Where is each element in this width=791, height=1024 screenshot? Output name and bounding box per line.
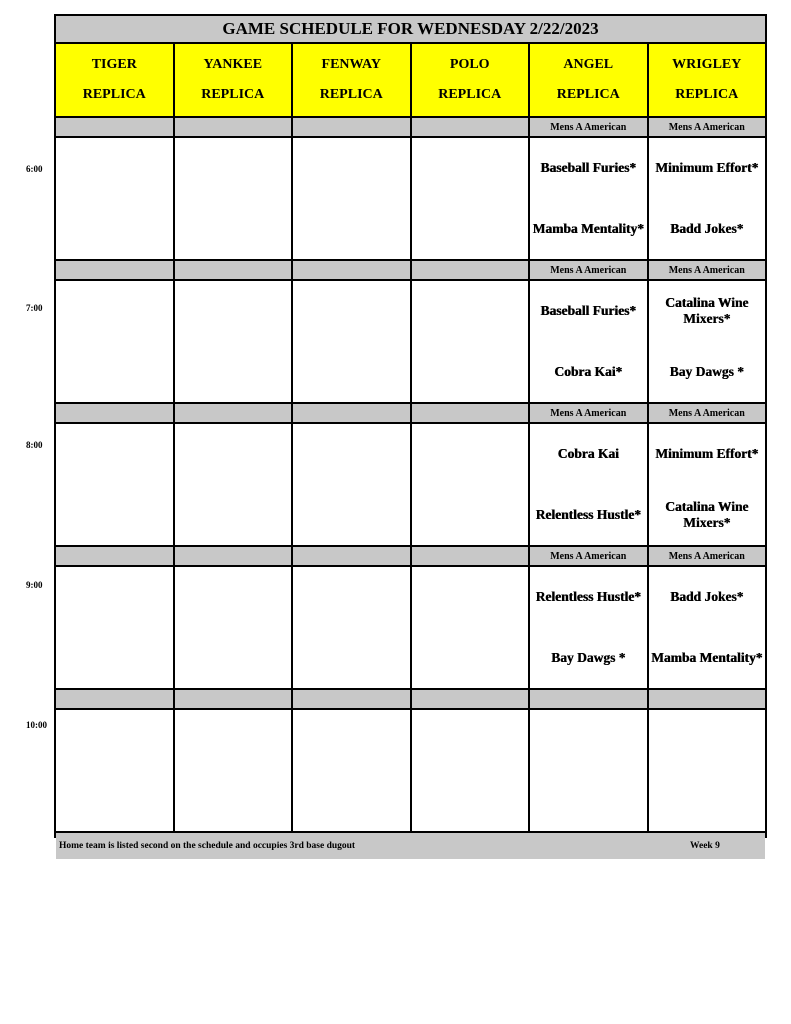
division-label	[293, 261, 410, 279]
away-team	[56, 424, 173, 485]
away-team	[175, 138, 292, 199]
schedule-table	[54, 14, 767, 851]
away-team	[56, 138, 173, 199]
division-label: Mens A American	[649, 261, 766, 279]
away-team	[175, 281, 292, 342]
away-team: Badd Jokes*	[670, 589, 744, 605]
home-team	[56, 199, 173, 260]
game-cell	[530, 424, 647, 545]
division-label	[412, 118, 529, 136]
division-label	[175, 118, 292, 136]
game-cell	[530, 281, 647, 402]
home-team: Cobra Kai*	[554, 363, 623, 379]
home-team	[56, 342, 173, 403]
field-name: FENWAY	[321, 57, 381, 73]
division-label: Mens A American	[649, 547, 766, 565]
game-cell	[56, 281, 173, 402]
game-cell	[412, 138, 529, 259]
time-label: 10:00	[26, 720, 47, 730]
field-subtitle: REPLICA	[82, 86, 146, 102]
field-subtitle: REPLICA	[201, 86, 265, 102]
field-header	[293, 44, 410, 116]
game-cell	[293, 281, 410, 402]
away-team	[175, 567, 292, 628]
game-cell	[56, 424, 173, 545]
time-label: 6:00	[26, 164, 43, 174]
division-label	[412, 261, 529, 279]
field-header	[412, 44, 529, 116]
division-label	[56, 404, 173, 422]
field-subtitle: REPLICA	[319, 86, 383, 102]
away-team: Baseball Furies*	[540, 303, 637, 319]
division-label	[412, 547, 529, 565]
game-cell	[649, 424, 766, 545]
away-team: Minimum Effort*	[655, 446, 759, 462]
home-team	[293, 628, 410, 689]
field-name: POLO	[449, 57, 490, 73]
game-cell	[649, 281, 766, 402]
game-cell	[412, 424, 529, 545]
home-team	[649, 771, 766, 832]
division-label: Mens A American	[530, 261, 647, 279]
away-team	[412, 710, 529, 771]
away-team	[293, 710, 410, 771]
division-label: Mens A American	[530, 547, 647, 565]
game-cell	[56, 710, 173, 831]
footer-note: Home team is listed second on the schedule and occupies 3rd base dugout	[59, 841, 356, 851]
game-cell	[649, 710, 766, 831]
away-team	[175, 424, 292, 485]
division-label	[412, 690, 529, 708]
game-cell	[175, 567, 292, 688]
field-subtitle: REPLICA	[438, 86, 502, 102]
home-team	[175, 342, 292, 403]
field-subtitle: REPLICA	[675, 86, 739, 102]
division-label	[293, 690, 410, 708]
away-team	[175, 710, 292, 771]
away-team: Minimum Effort*	[655, 160, 759, 176]
time-label: 7:00	[26, 303, 43, 313]
home-team: Bay Dawgs *	[669, 363, 744, 379]
game-cell	[649, 138, 766, 259]
away-team	[412, 281, 529, 342]
time-label: 8:00	[26, 440, 43, 450]
division-label	[412, 404, 529, 422]
time-label: 9:00	[26, 580, 43, 590]
home-team	[293, 199, 410, 260]
home-team	[56, 485, 173, 546]
division-label	[175, 404, 292, 422]
away-team	[530, 710, 647, 771]
home-team	[412, 199, 529, 260]
game-cell	[412, 710, 529, 831]
field-name: WRIGLEY	[672, 57, 742, 73]
division-label	[293, 118, 410, 136]
division-label	[293, 404, 410, 422]
week-label: Week 9	[690, 841, 720, 851]
game-cell	[293, 424, 410, 545]
away-team	[649, 710, 766, 771]
field-name: ANGEL	[563, 57, 614, 73]
division-label	[56, 690, 173, 708]
division-label	[56, 547, 173, 565]
field-header	[56, 44, 173, 116]
footer-bar	[56, 833, 765, 859]
game-cell	[56, 567, 173, 688]
away-team	[293, 567, 410, 628]
field-subtitle: REPLICA	[556, 86, 620, 102]
away-team	[293, 138, 410, 199]
game-cell	[293, 138, 410, 259]
game-cell	[530, 138, 647, 259]
division-label	[175, 261, 292, 279]
field-header	[175, 44, 292, 116]
away-team	[412, 138, 529, 199]
division-label: Mens A American	[530, 404, 647, 422]
away-team	[56, 567, 173, 628]
away-team	[412, 424, 529, 485]
field-name: TIGER	[91, 57, 137, 73]
home-team	[56, 771, 173, 832]
away-team: Relentless Hustle*	[535, 589, 641, 605]
division-label	[56, 261, 173, 279]
division-label	[175, 690, 292, 708]
game-cell	[293, 710, 410, 831]
game-cell	[412, 281, 529, 402]
game-cell	[175, 138, 292, 259]
home-team	[56, 628, 173, 689]
schedule-title: GAME SCHEDULE FOR WEDNESDAY 2/22/2023	[56, 16, 765, 42]
home-team	[293, 771, 410, 832]
home-team	[412, 771, 529, 832]
field-header	[649, 44, 766, 116]
home-team: Badd Jokes*	[670, 220, 744, 236]
home-team	[412, 628, 529, 689]
field-header	[530, 44, 647, 116]
home-team	[175, 771, 292, 832]
game-cell	[293, 567, 410, 688]
division-label	[530, 690, 647, 708]
home-team: Catalina Wine Mixers*	[665, 498, 749, 530]
division-label	[56, 118, 173, 136]
away-team: Baseball Furies*	[540, 160, 637, 176]
away-team: Catalina Wine Mixers*	[665, 295, 749, 327]
away-team	[293, 281, 410, 342]
game-cell	[530, 710, 647, 831]
home-team	[293, 485, 410, 546]
field-name: YANKEE	[203, 57, 263, 73]
division-label	[649, 690, 766, 708]
home-team: Mamba Mentality*	[651, 649, 763, 665]
division-label	[293, 547, 410, 565]
home-team	[175, 628, 292, 689]
division-label: Mens A American	[649, 118, 766, 136]
game-cell	[530, 567, 647, 688]
game-cell	[649, 567, 766, 688]
division-label	[175, 547, 292, 565]
home-team: Relentless Hustle*	[535, 506, 641, 522]
home-team	[530, 771, 647, 832]
away-team	[56, 710, 173, 771]
home-team	[175, 199, 292, 260]
game-cell	[175, 424, 292, 545]
game-cell	[175, 281, 292, 402]
division-label: Mens A American	[649, 404, 766, 422]
home-team	[412, 485, 529, 546]
home-team	[175, 485, 292, 546]
away-team: Cobra Kai	[557, 446, 619, 462]
away-team	[56, 281, 173, 342]
home-team	[412, 342, 529, 403]
game-cell	[412, 567, 529, 688]
away-team	[293, 424, 410, 485]
game-cell	[56, 138, 173, 259]
home-team: Mamba Mentality*	[532, 220, 644, 236]
home-team	[293, 342, 410, 403]
game-cell	[175, 710, 292, 831]
away-team	[412, 567, 529, 628]
division-label: Mens A American	[530, 118, 647, 136]
home-team: Bay Dawgs *	[551, 649, 626, 665]
